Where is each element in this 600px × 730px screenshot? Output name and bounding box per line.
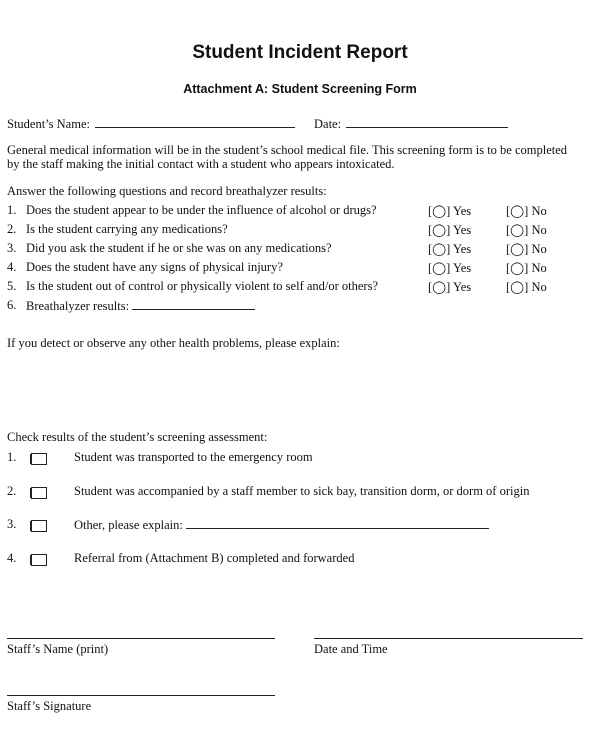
result-checkbox[interactable] bbox=[31, 554, 47, 566]
no-option[interactable]: [◯] No bbox=[506, 223, 547, 237]
result-text: Student was transported to the emergency room bbox=[74, 450, 313, 464]
question-text: Breathalyzer results: bbox=[26, 299, 130, 313]
no-option[interactable]: [◯] No bbox=[506, 242, 547, 256]
question-row bbox=[0, 241, 600, 261]
yes-option[interactable]: [◯] Yes bbox=[428, 280, 472, 294]
question-row bbox=[0, 203, 600, 223]
page-subtitle: Attachment A: Student Screening Form bbox=[183, 82, 417, 96]
date-time-line[interactable] bbox=[314, 638, 583, 639]
question-text: Is the student out of control or physically violent to self and/or others? bbox=[26, 279, 379, 293]
yes-option[interactable]: [◯] Yes bbox=[428, 242, 472, 256]
date-label: Date: bbox=[314, 117, 342, 131]
result-row bbox=[0, 450, 600, 470]
result-row bbox=[0, 484, 600, 504]
staff-signature-label: Staff’s Signature bbox=[7, 699, 92, 713]
date-time-label: Date and Time bbox=[314, 642, 388, 656]
question-number: 2. bbox=[7, 222, 17, 236]
result-text: Student was accompanied by a staff member to sick bay, transition dorm, or dorm of origin bbox=[74, 484, 530, 498]
student-name-field[interactable] bbox=[95, 116, 295, 128]
result-number: 2. bbox=[7, 484, 17, 498]
date-row bbox=[314, 116, 508, 132]
no-option[interactable]: [◯] No bbox=[506, 280, 547, 294]
yes-option[interactable]: [◯] Yes bbox=[428, 223, 472, 237]
result-text: Other, please explain: bbox=[74, 518, 183, 532]
other-explain-row bbox=[74, 517, 489, 533]
result-number: 4. bbox=[7, 551, 17, 565]
staff-name-line[interactable] bbox=[7, 638, 275, 639]
question-number: 5. bbox=[7, 279, 17, 293]
question-row bbox=[0, 222, 600, 242]
result-checkbox[interactable] bbox=[31, 487, 47, 499]
intro-line-2: by the staff making the initial contact with a student who appears intoxicated. bbox=[7, 157, 395, 171]
question-number: 4. bbox=[7, 260, 17, 274]
breathalyzer-field[interactable] bbox=[132, 298, 255, 310]
staff-signature-line[interactable] bbox=[7, 695, 275, 696]
yes-option[interactable]: [◯] Yes bbox=[428, 204, 472, 218]
date-field[interactable] bbox=[346, 116, 508, 128]
result-row bbox=[0, 551, 600, 571]
question-row bbox=[0, 279, 600, 299]
page-title: Student Incident Report bbox=[192, 42, 408, 63]
other-explain-field[interactable] bbox=[186, 517, 489, 529]
result-number: 3. bbox=[7, 517, 17, 531]
result-number: 1. bbox=[7, 450, 17, 464]
result-checkbox[interactable] bbox=[31, 520, 47, 532]
question-text: Is the student carrying any medications? bbox=[26, 222, 228, 236]
question-number: 1. bbox=[7, 203, 17, 217]
question-number: 3. bbox=[7, 241, 17, 255]
results-heading: Check results of the student’s screening assessment: bbox=[7, 430, 268, 444]
question-text: Does the student appear to be under the influence of alcohol or drugs? bbox=[26, 203, 377, 217]
health-explanation-area[interactable] bbox=[7, 356, 593, 426]
no-option[interactable]: [◯] No bbox=[506, 204, 547, 218]
no-option[interactable]: [◯] No bbox=[506, 261, 547, 275]
yes-option[interactable]: [◯] Yes bbox=[428, 261, 472, 275]
staff-name-label: Staff’s Name (print) bbox=[7, 642, 109, 656]
questions-instruction: Answer the following questions and record breathalyzer results: bbox=[7, 184, 327, 198]
result-row bbox=[0, 517, 600, 537]
question-text: Does the student have any signs of physical injury? bbox=[26, 260, 283, 274]
health-prompt: If you detect or observe any other health problems, please explain: bbox=[7, 336, 340, 350]
intro-line-1: General medical information will be in the student’s school medical file. This screening form is to be completed bbox=[7, 143, 568, 157]
question-row bbox=[0, 260, 600, 280]
question-number: 6. bbox=[7, 298, 17, 312]
student-name-row bbox=[7, 116, 295, 132]
result-checkbox[interactable] bbox=[31, 453, 47, 465]
result-text: Referral from (Attachment B) completed and forwarded bbox=[74, 551, 355, 565]
question-row bbox=[0, 298, 600, 318]
breathalyzer-row bbox=[26, 298, 255, 314]
question-text: Did you ask the student if he or she was on any medications? bbox=[26, 241, 332, 255]
student-name-label: Student’s Name: bbox=[7, 117, 90, 131]
